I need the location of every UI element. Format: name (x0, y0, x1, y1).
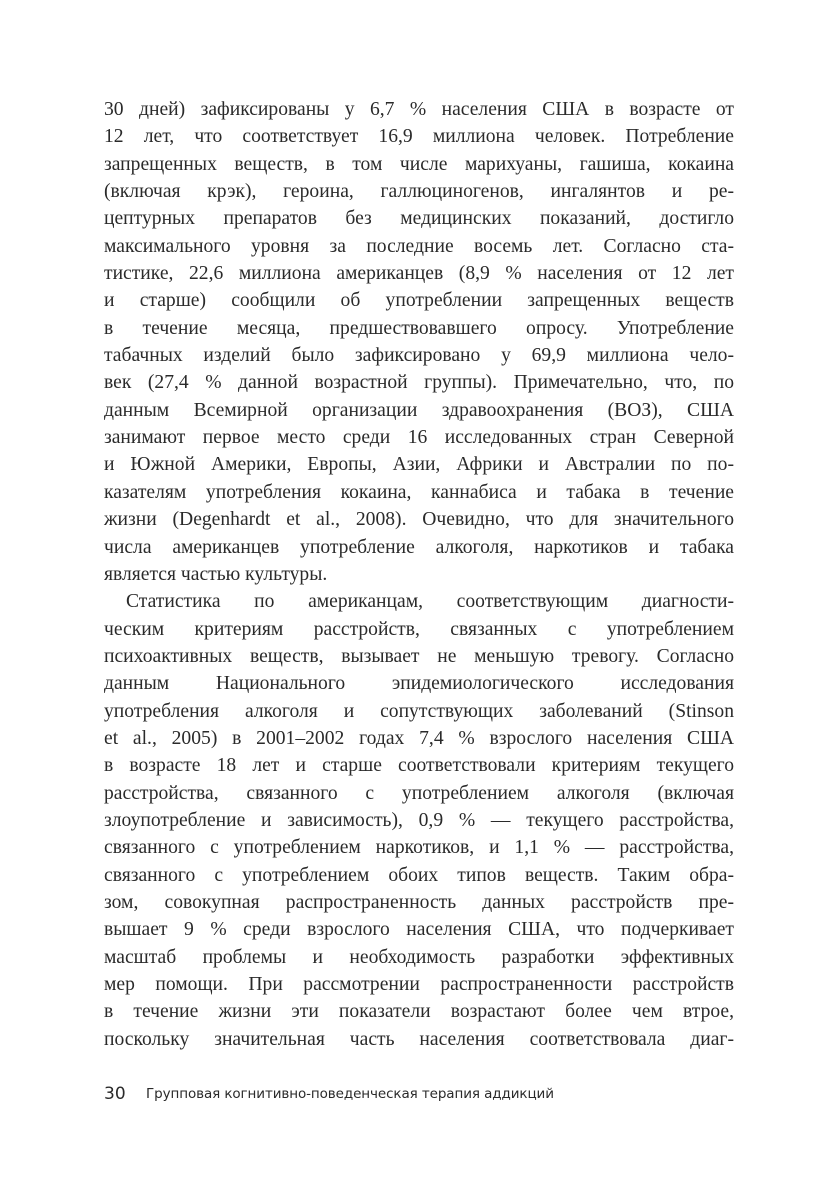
text-line: запрещенных веществ, в том числе марихуаны, гашиша, кокаина (104, 153, 734, 175)
text-line: Статистика по американцам, соответствующим диагности- (126, 591, 734, 613)
running-title: Групповая когнитивно-поведенческая терапия аддикций (146, 1086, 554, 1102)
text-line: психоактивных веществ, вызывает не меньшую тревогу. Согласно (104, 645, 734, 667)
text-line: и старше) сообщили об употреблении запрещенных веществ (104, 290, 734, 312)
text-line: и Южной Америки, Европы, Азии, Африки и Австралии по по- (104, 454, 734, 476)
text-line: казателям употребления кокаина, каннабиса и табака в течение (104, 481, 734, 503)
text-line: тистике, 22,6 миллиона американцев (8,9 % населения от 12 лет (104, 263, 734, 285)
text-line: связанного с употреблением наркотиков, и 1,1 % — расстройства, (104, 837, 734, 859)
body-text (104, 96, 734, 1053)
text-line: 12 лет, что соответствует 16,9 миллиона человек. Потребление (104, 126, 734, 148)
text-line: ческим критериям расстройств, связанных с употреблением (104, 618, 734, 640)
text-line: табачных изделий было зафиксировано у 69,9 миллиона чело- (104, 345, 734, 367)
text-line: жизни (Degenhardt et al., 2008). Очевидно, что для значительного (104, 509, 734, 531)
text-line: век (27,4 % данной возрастной группы). Примечательно, что, по (104, 372, 734, 394)
text-line: et al., 2005) в 2001–2002 годах 7,4 % взрослого населения США (104, 727, 734, 749)
text-line: зом, совокупная распространенность данных расстройств пре- (104, 891, 734, 913)
text-line: числа американцев употребление алкоголя, наркотиков и табака (104, 536, 734, 558)
text-line: 30 дней) зафиксированы у 6,7 % населения США в возрасте от (104, 99, 734, 120)
text-line: максимального уровня за последние восемь лет. Согласно ста- (104, 235, 734, 257)
text-line: занимают первое место среди 16 исследованных стран Северной (104, 427, 734, 449)
text-line: мер помощи. При рассмотрении распространенности расстройств (104, 974, 734, 995)
text-line: в течение жизни эти показатели возрастают более чем втрое, (104, 1001, 734, 1023)
text-line: является частью культуры. (104, 563, 328, 585)
text-line: масштаб проблемы и необходимость разработки эффективных (104, 946, 734, 968)
page-number: 30 (104, 1084, 126, 1104)
text-line: данным Всемирной организации здравоохранения (ВОЗ), США (104, 399, 734, 421)
text-line: данным Национального эпидемиологического исследования (104, 673, 734, 695)
text-line: в возрасте 18 лет и старше соответствовали критериям текущего (104, 755, 734, 777)
text-line: (включая крэк), героина, галлюциногенов, ингалянтов и ре- (104, 181, 734, 203)
text-line: употребления алкоголя и сопутствующих заболеваний (Stinson (104, 700, 734, 722)
text-line: связанного с употреблением обоих типов веществ. Таким обра- (104, 864, 734, 886)
text-line: поскольку значительная часть населения соответствовала диаг- (104, 1028, 734, 1050)
text-line: в течение месяца, предшествовавшего опросу. Употребление (104, 317, 734, 339)
text-line: цептурных препаратов без медицинских показаний, достигло (104, 208, 734, 230)
text-line: расстройства, связанного с употреблением алкоголя (включая (104, 782, 734, 804)
text-line: вышает 9 % среди взрослого населения США, что подчеркивает (104, 919, 734, 941)
text-line: злоупотребление и зависимость), 0,9 % — текущего расстройства, (104, 809, 734, 831)
